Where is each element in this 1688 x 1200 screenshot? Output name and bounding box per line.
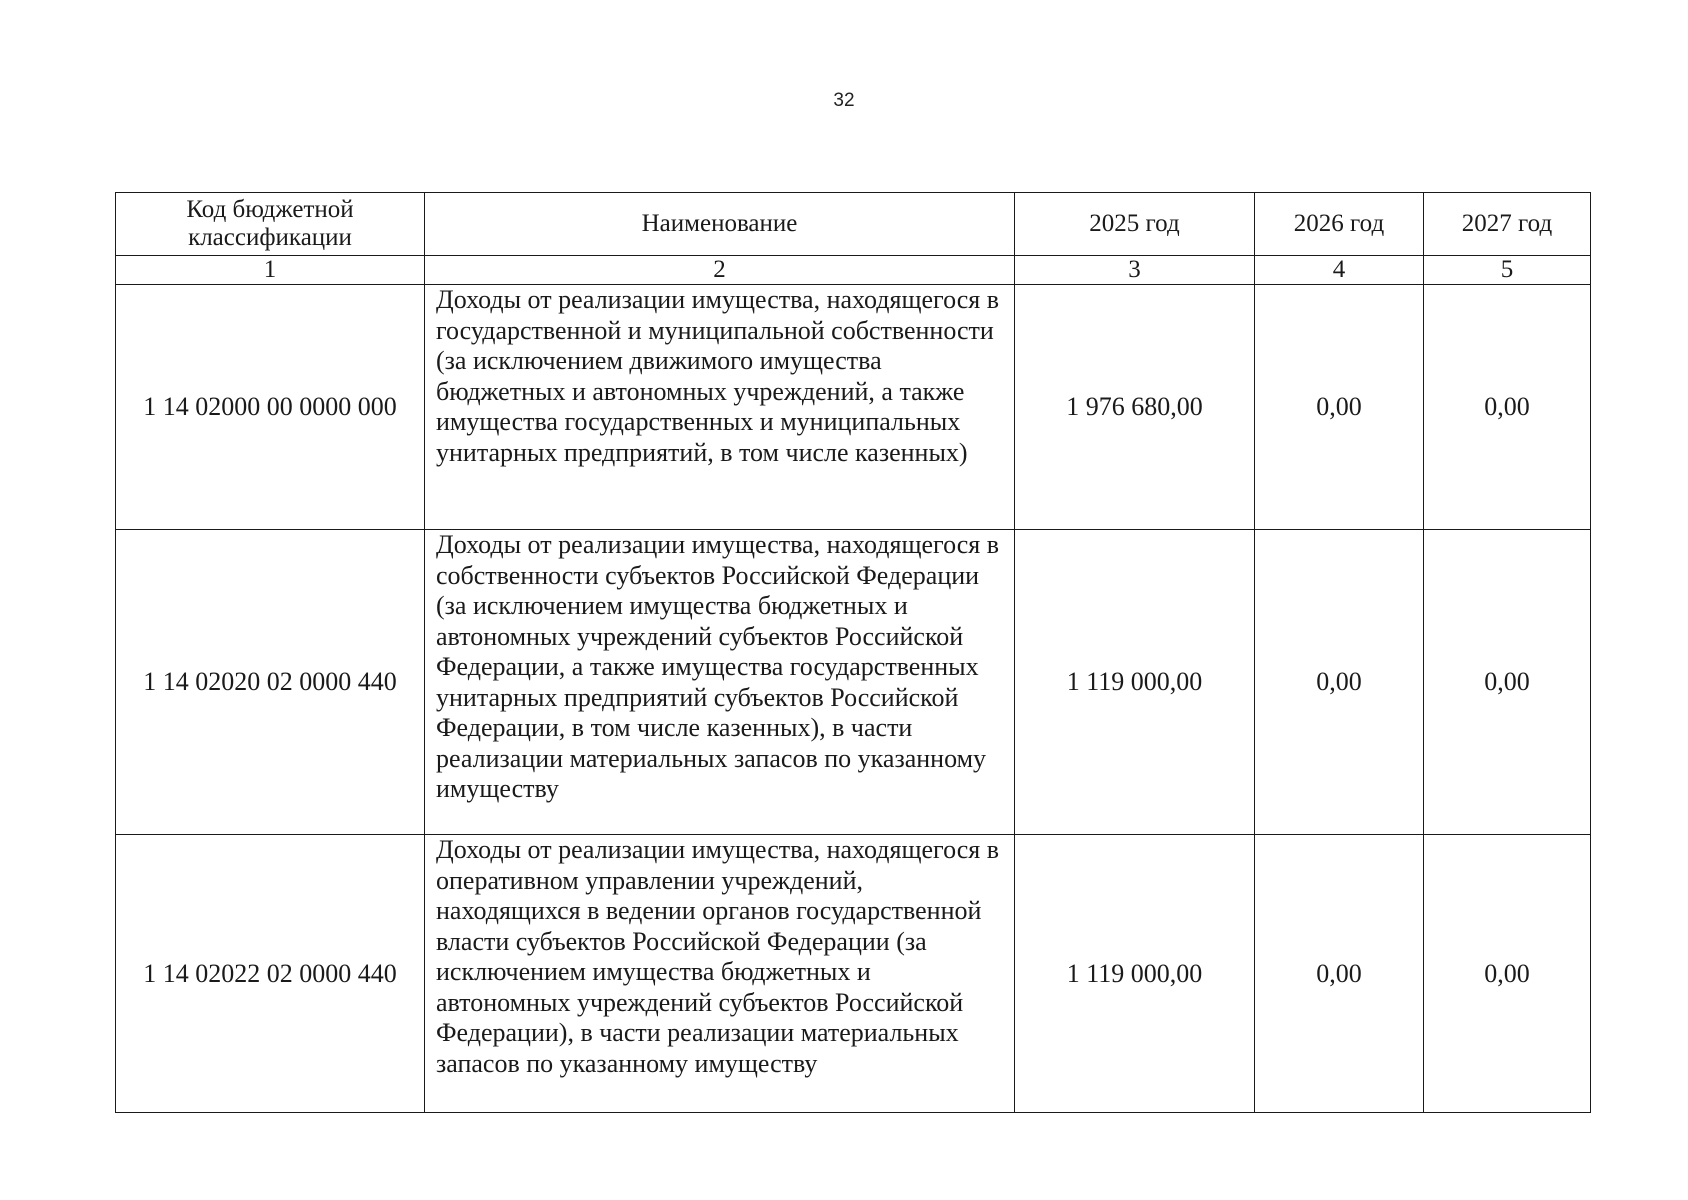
- table-row: [116, 285, 1591, 530]
- column-number: 1: [116, 256, 425, 285]
- value-2026: 0,00: [1255, 835, 1424, 1113]
- income-name: Доходы от реализации имущества, находящегося в оперативном управлении учреждений, находящихся в ведении органов государственной власти субъектов Российской Федерации (за исключением имущества бюджетных и автономных учреждений субъектов Российской Федерации), в части реализации материальных запасов по указанному имуществу: [425, 835, 1015, 1113]
- budget-table: [115, 192, 1591, 1113]
- value-2025: 1 119 000,00: [1015, 530, 1255, 835]
- header-code: Код бюджетной классификации: [116, 193, 425, 256]
- column-number: 3: [1015, 256, 1255, 285]
- page-number: 32: [833, 90, 855, 111]
- budget-code: 1 14 02000 00 0000 000: [116, 285, 425, 530]
- value-2025: 1 119 000,00: [1015, 835, 1255, 1113]
- header-2025: 2025 год: [1015, 193, 1255, 256]
- column-number: 5: [1424, 256, 1591, 285]
- header-2026: 2026 год: [1255, 193, 1424, 256]
- header-2027: 2027 год: [1424, 193, 1591, 256]
- income-name: Доходы от реализации имущества, находящегося в собственности субъектов Российской Федерации (за исключением имущества бюджетных и автономных учреждений субъектов Российской Федерации, а также имущества государственных унитарных предприятий субъектов Российской Федерации, в том числе казенных), в части реализации материальных запасов по указанному имуществу: [425, 530, 1015, 835]
- budget-code: 1 14 02020 02 0000 440: [116, 530, 425, 835]
- header-name: Наименование: [425, 193, 1015, 256]
- table-row: [116, 835, 1591, 1113]
- value-2026: 0,00: [1255, 530, 1424, 835]
- value-2027: 0,00: [1424, 835, 1591, 1113]
- value-2026: 0,00: [1255, 285, 1424, 530]
- column-number-row: [116, 256, 1591, 285]
- value-2027: 0,00: [1424, 530, 1591, 835]
- column-number: 2: [425, 256, 1015, 285]
- table-row: [116, 530, 1591, 835]
- header-row: [116, 193, 1591, 256]
- budget-code: 1 14 02022 02 0000 440: [116, 835, 425, 1113]
- value-2025: 1 976 680,00: [1015, 285, 1255, 530]
- column-number: 4: [1255, 256, 1424, 285]
- value-2027: 0,00: [1424, 285, 1591, 530]
- income-name: Доходы от реализации имущества, находящегося в государственной и муниципальной собственности (за исключением движимого имущества бюджетных и автономных учреждений, а также имущества государственных и муниципальных унитарных предприятий, в том числе казенных): [425, 285, 1015, 530]
